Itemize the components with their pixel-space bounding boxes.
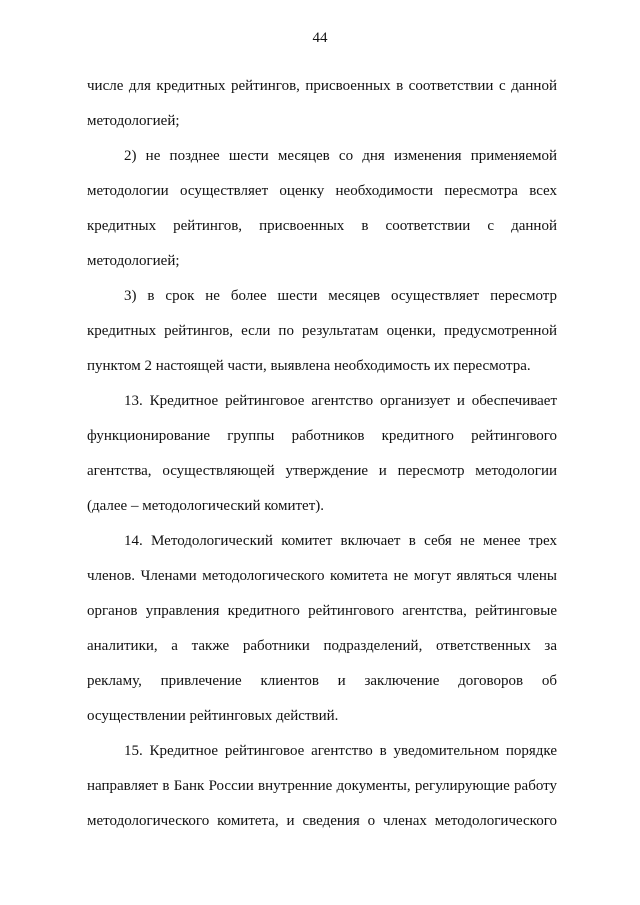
text-line: 3) в срок не более шести месяцев осуществляет пересмотр	[124, 288, 557, 304]
text-line: (далее – методологический комитет).	[87, 498, 324, 514]
text-line: методологией;	[87, 253, 180, 269]
page-number: 44	[312, 30, 328, 46]
text-line: числе для кредитных рейтингов, присвоенных в соответствии с данной	[87, 78, 557, 94]
text-line: методологией;	[87, 113, 180, 129]
text-line: пунктом 2 настоящей части, выявлена необходимость их пересмотра.	[87, 358, 531, 374]
text-line: методологического комитета, и сведения о членах методологического	[87, 813, 557, 829]
text-line: 13. Кредитное рейтинговое агентство организует и обеспечивает	[124, 393, 557, 409]
text-line: методологии осуществляет оценку необходимости пересмотра всех	[87, 183, 557, 199]
text-line: кредитных рейтингов, если по результатам оценки, предусмотренной	[87, 323, 557, 339]
text-line: 15. Кредитное рейтинговое агентство в уведомительном порядке	[124, 743, 557, 759]
text-line: органов управления кредитного рейтингового агентства, рейтинговые	[87, 603, 557, 619]
text-line: агентства, осуществляющей утверждение и пересмотр методологии	[87, 463, 557, 479]
text-line: 14. Методологический комитет включает в себя не менее трех	[124, 533, 557, 549]
text-line: кредитных рейтингов, присвоенных в соответствии с данной	[87, 218, 557, 234]
text-line: членов. Членами методологического комитета не могут являться члены	[87, 568, 557, 584]
text-line: функционирование группы работников кредитного рейтингового	[87, 428, 557, 444]
text-line: направляет в Банк России внутренние документы, регулирующие работу	[87, 778, 557, 794]
document-body	[87, 69, 557, 839]
text-line: осуществлении рейтинговых действий.	[87, 708, 339, 724]
text-line: 2) не позднее шести месяцев со дня изменения применяемой	[124, 148, 557, 164]
text-line: рекламу, привлечение клиентов и заключение договоров об	[87, 673, 557, 689]
text-line: аналитики, а также работники подразделений, ответственных за	[87, 638, 557, 654]
